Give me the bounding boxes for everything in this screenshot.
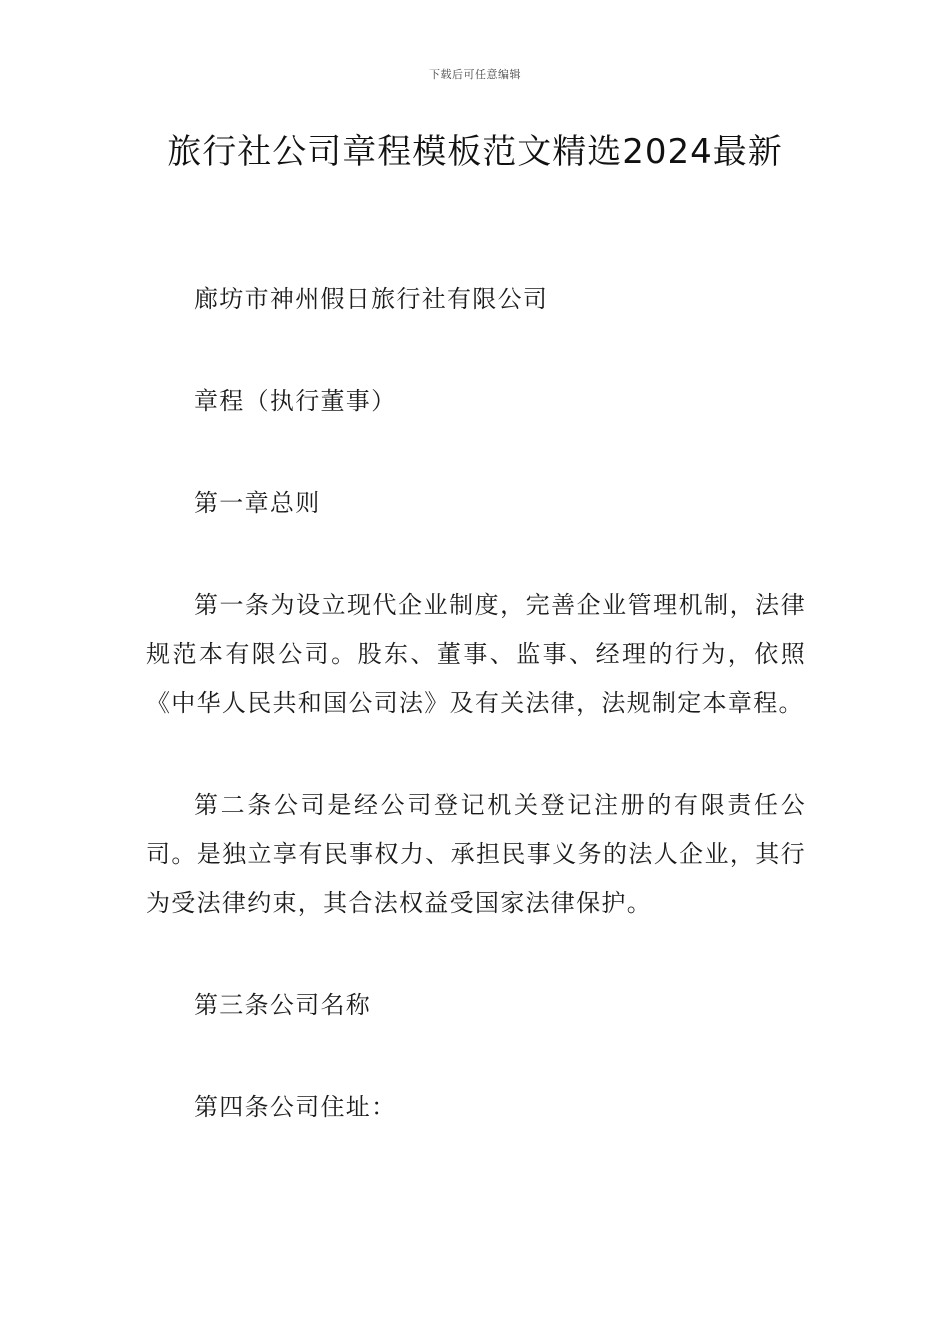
article-1: 第一条为设立现代企业制度，完善企业管理机制，法律规范本有限公司。股东、董事、监事、经理的行为，依照《中华人民共和国公司法》及有关法律，法规制定本章程。 bbox=[146, 591, 806, 717]
charter-subtitle: 章程（执行董事） bbox=[194, 387, 397, 415]
chapter-heading: 第一章总则 bbox=[194, 489, 321, 517]
document-body bbox=[146, 275, 806, 1185]
article-3: 第三条公司名称 bbox=[194, 991, 372, 1019]
article-2: 第二条公司是经公司登记机关登记注册的有限责任公司。是独立享有民事权力、承担民事义务的法人企业，其行为受法律约束，其合法权益受国家法律保护。 bbox=[146, 791, 806, 917]
company-name-line: 廊坊市神州假日旅行社有限公司 bbox=[194, 285, 549, 313]
header-note: 下载后可任意编辑 bbox=[429, 68, 521, 81]
article-4: 第四条公司住址： bbox=[194, 1093, 397, 1121]
document-title: 旅行社公司章程模板范文精选2024最新 bbox=[167, 132, 783, 172]
